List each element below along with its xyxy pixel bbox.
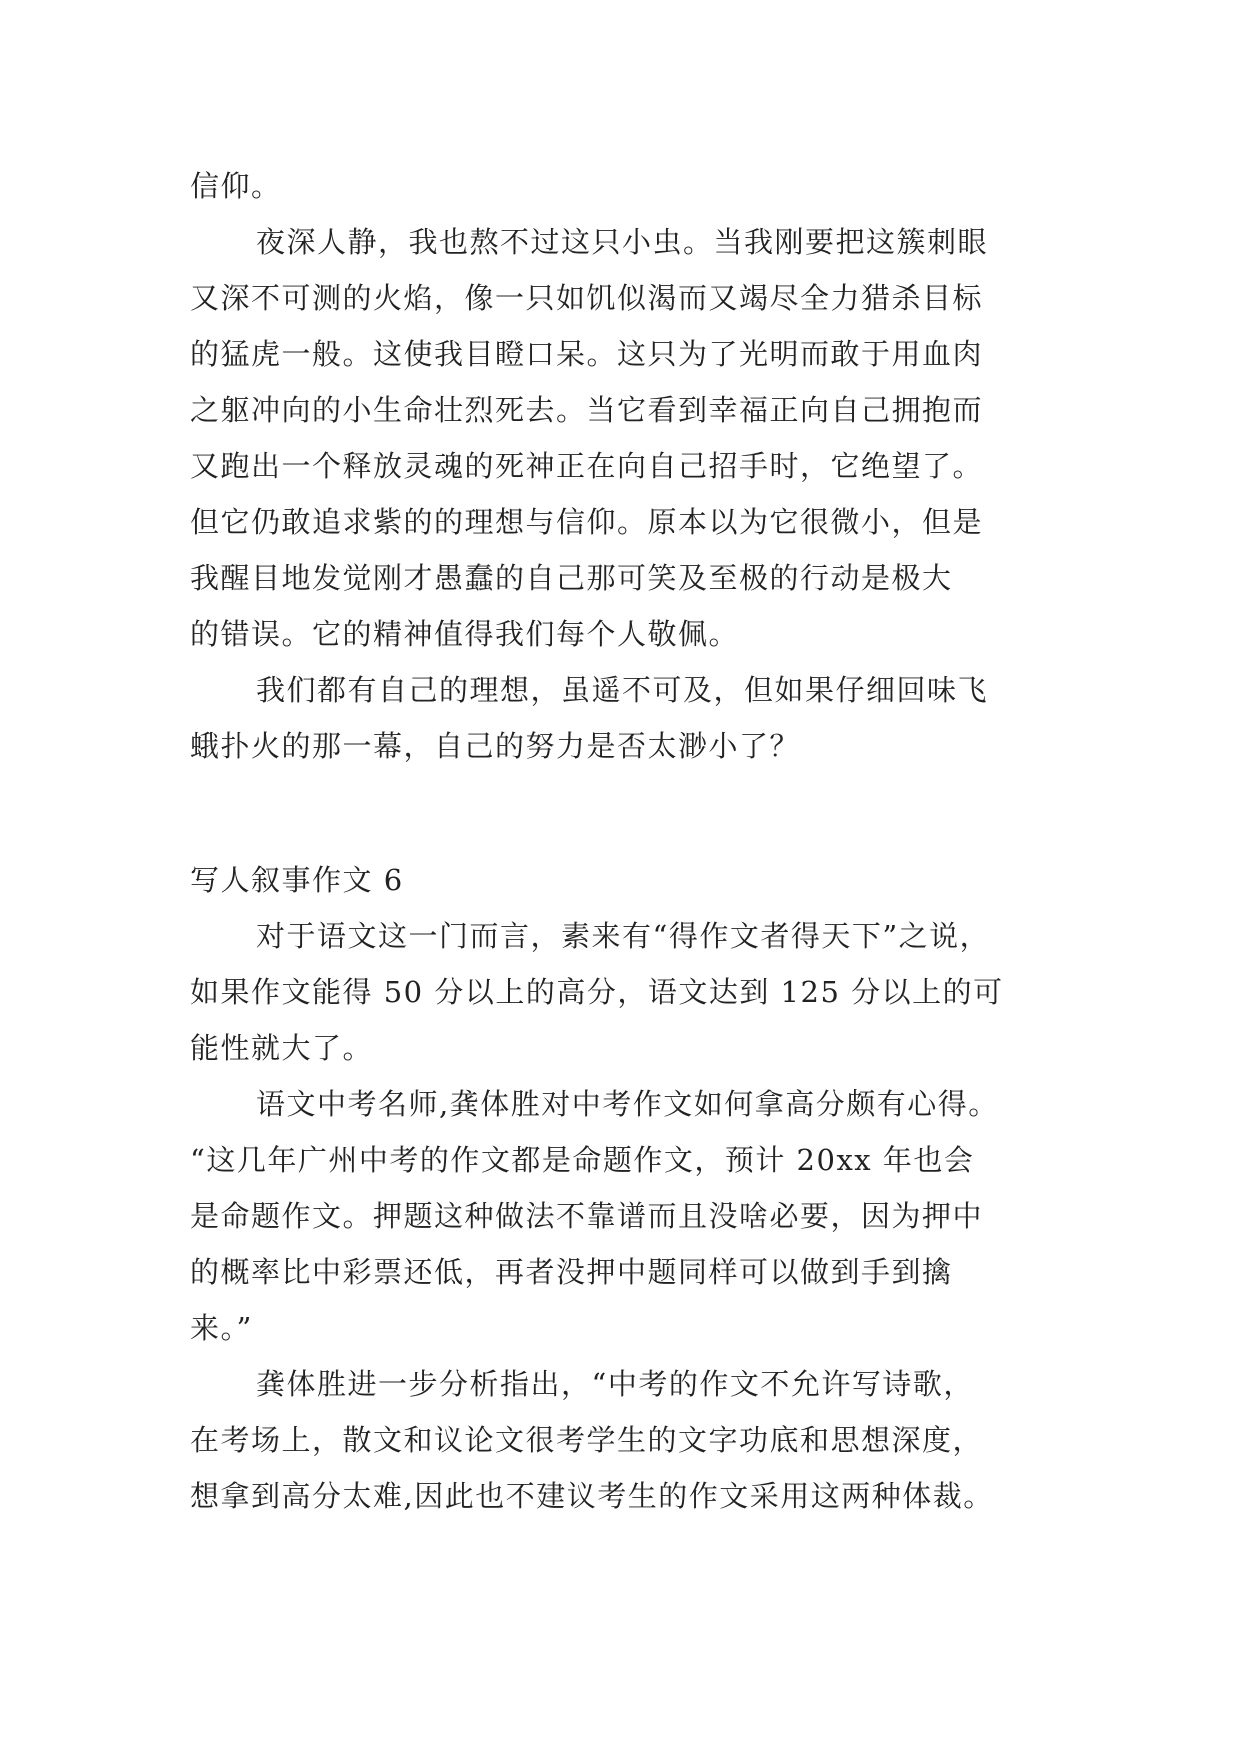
paragraph-line: 的概率比中彩票还低，再者没押中题同样可以做到手到擒	[190, 1255, 953, 1289]
paragraph-line: 如果作文能得 50 分以上的高分，语文达到 125 分以上的可	[190, 975, 1004, 1009]
paragraph-line: 又跑出一个释放灵魂的死神正在向自己招手时，它绝望了。	[190, 449, 984, 483]
paragraph-line: 的错误。它的精神值得我们每个人敬佩。	[190, 617, 740, 651]
paragraph-line: 能性就大了。	[190, 1031, 374, 1065]
paragraph-line: 我们都有自己的理想，虽遥不可及，但如果仔细回味飞	[256, 673, 989, 707]
paragraph-line: 又深不可测的火焰，像一只如饥似渴而又竭尽全力猎杀目标	[190, 281, 984, 315]
paragraph-line: 信仰。	[190, 169, 282, 203]
paragraph-line: 但它仍敢追求紫的的理想与信仰。原本以为它很微小，但是	[190, 505, 984, 539]
paragraph-line: 夜深人静，我也熬不过这只小虫。当我刚要把这簇刺眼	[256, 225, 989, 259]
paragraph-line: 蛾扑火的那一幕，自己的努力是否太渺小了？	[190, 729, 801, 763]
paragraph-line: 语文中考名师,龚体胜对中考作文如何拿高分颇有心得。	[256, 1087, 999, 1121]
paragraph-line: “这几年广州中考的作文都是命题作文，预计 20xx 年也会	[190, 1143, 975, 1177]
paragraph-line: 对于语文这一门而言，素来有“得作文者得天下”之说，	[256, 919, 991, 953]
paragraph-line: 来。”	[190, 1311, 253, 1345]
paragraph-line: 的猛虎一般。这使我目瞪口呆。这只为了光明而敢于用血肉	[190, 337, 984, 371]
section-heading: 写人叙事作文 6	[190, 863, 404, 897]
paragraph-line: 在考场上，散文和议论文很考学生的文字功底和思想深度，	[190, 1423, 984, 1457]
paragraph-line: 我醒目地发觉刚才愚蠢的自己那可笑及至极的行动是极大	[190, 561, 953, 595]
paragraph-line: 想拿到高分太难,因此也不建议考生的作文采用这两种体裁。	[190, 1479, 994, 1513]
paragraph-line: 是命题作文。押题这种做法不靠谱而且没啥必要，因为押中	[190, 1199, 984, 1233]
paragraph-line: 龚体胜进一步分析指出，“中考的作文不允许写诗歌，	[256, 1367, 974, 1401]
paragraph-line: 之躯冲向的小生命壮烈死去。当它看到幸福正向自己拥抱而	[190, 393, 984, 427]
